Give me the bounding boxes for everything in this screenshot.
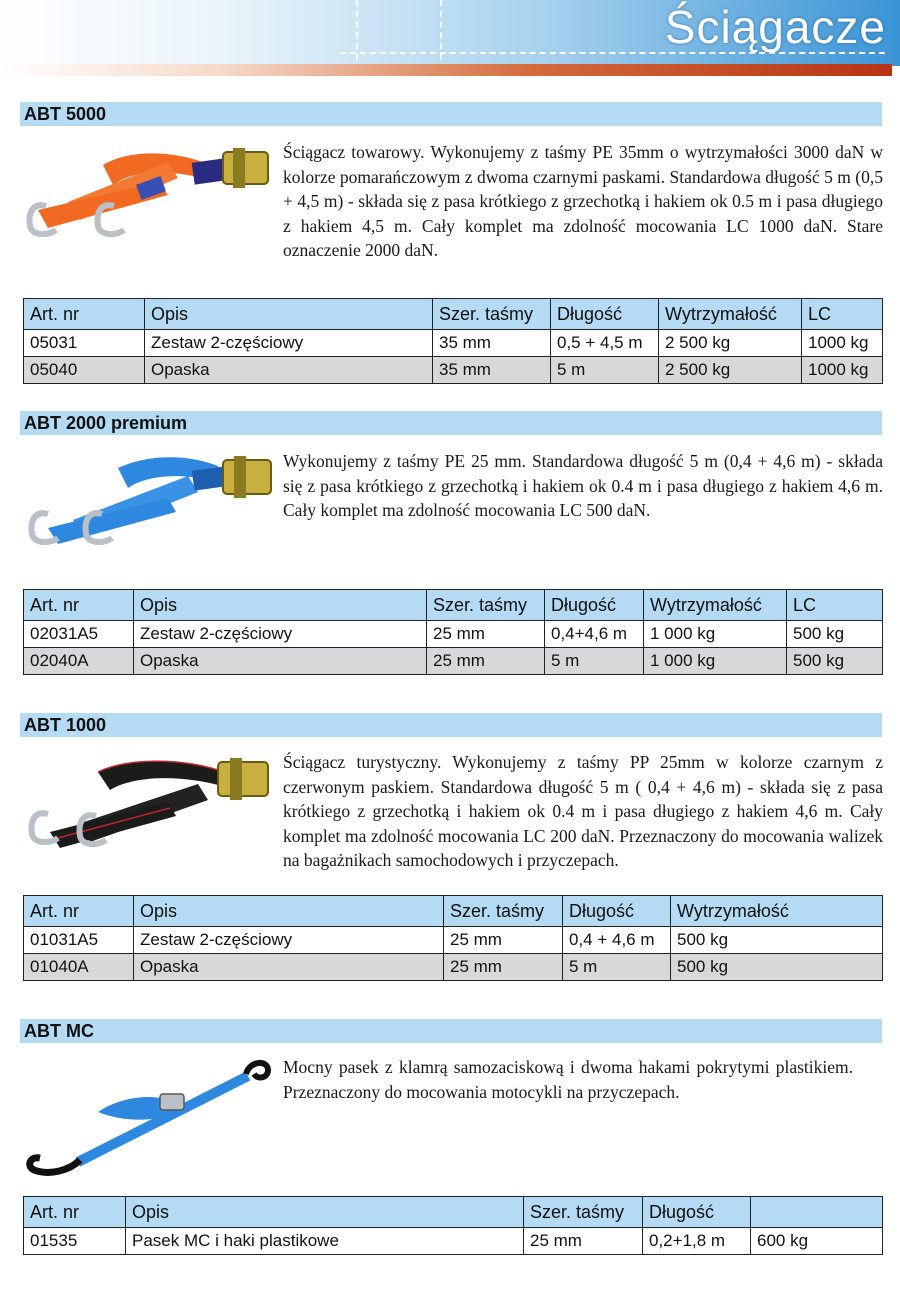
table-cell: 25 mm	[427, 648, 545, 675]
table-row	[24, 357, 883, 384]
table-cell: 01031A5	[24, 927, 134, 954]
section-description: Wykonujemy z taśmy PE 25 mm. Standardowa długość 5 m (0,4 + 4,6 m) - składa się z pasa krótkiego z grzechotką i hakiem ok 0.4 m i pasa długiego z hakiem 4,6 m. Cały komplet ma zdolność mocowania LC 500 daN.	[283, 451, 883, 520]
table-cell: Opaska	[134, 954, 444, 981]
header-cell: Długość	[551, 299, 659, 330]
header-cell: Art. nr	[24, 1197, 126, 1228]
ratchet-strap-orange-image	[18, 140, 273, 240]
table-cell: 1 000 kg	[644, 648, 787, 675]
header-cell: LC	[787, 590, 883, 621]
table-cell: 25 mm	[444, 954, 563, 981]
table-cell: 5 m	[545, 648, 644, 675]
section-title-bar	[20, 411, 882, 435]
table-cell: 35 mm	[433, 330, 551, 357]
spec-table	[23, 589, 883, 675]
spec-table	[23, 298, 883, 384]
header-cell: Opis	[134, 896, 444, 927]
header-banner	[0, 0, 900, 66]
header-cell	[751, 1197, 883, 1228]
table-cell: Pasek MC i haki plastikowe	[126, 1228, 524, 1255]
table-header-row	[24, 896, 883, 927]
section-title: ABT 1000	[24, 715, 107, 735]
table-cell: Opaska	[134, 648, 427, 675]
ratchet-strap-blue-image	[18, 450, 273, 550]
table-cell: 25 mm	[524, 1228, 643, 1255]
table-cell: 500 kg	[671, 927, 883, 954]
table-cell: 2 500 kg	[659, 330, 802, 357]
header-cell: Art. nr	[24, 896, 134, 927]
header-cell: Długość	[563, 896, 671, 927]
ratchet-strap-black-image	[18, 752, 273, 852]
header-cell: Opis	[134, 590, 427, 621]
table-cell: 02040A	[24, 648, 134, 675]
table-cell: 0,2+1,8 m	[643, 1228, 751, 1255]
section-title: ABT 2000 premium	[24, 413, 188, 433]
table-cell: Zestaw 2-częściowy	[145, 330, 433, 357]
table-cell: 05040	[24, 357, 145, 384]
header-cell: Wytrzymałość	[671, 896, 883, 927]
table-cell: 1000 kg	[802, 330, 883, 357]
table-cell: 5 m	[551, 357, 659, 384]
table-header-row	[24, 299, 883, 330]
table-cell: 01040A	[24, 954, 134, 981]
table-cell: 2 500 kg	[659, 357, 802, 384]
spec-table	[23, 895, 883, 981]
table-cell: Opaska	[145, 357, 433, 384]
section-title-bar	[20, 713, 882, 737]
section-title: ABT MC	[24, 1021, 94, 1041]
header-cell: Szer. taśmy	[444, 896, 563, 927]
section-description: Ściągacz towarowy. Wykonujemy z taśmy PE 35mm o wytrzymałości 3000 daN w kolorze pomarańczowym z dwoma czarnymi paskami. Standardowa długość 5 m (0,5 + 4,5 m) - składa się z pasa krótkiego z grzechotką i hakiem ok 0.5 m i pasa długiego z hakiem 4,5 m. Cały komplet ma zdolność mocowania LC 1000 daN. Stare oznaczenie 2000 daN.	[283, 142, 883, 260]
header-cell: Szer. taśmy	[427, 590, 545, 621]
header-cell: Art. nr	[24, 590, 134, 621]
table-cell: 35 mm	[433, 357, 551, 384]
header-cell: LC	[802, 299, 883, 330]
table-cell: 1000 kg	[802, 357, 883, 384]
header-cell: Długość	[545, 590, 644, 621]
table-row	[24, 330, 883, 357]
table-header-row	[24, 590, 883, 621]
table-row	[24, 648, 883, 675]
table-cell: 500 kg	[671, 954, 883, 981]
section-description: Ściągacz turystyczny. Wykonujemy z taśmy PP 25mm w kolorze czarnym z czerwonym paskiem. Standardowa długość 5 m ( 0,4 + 4,6 m) - składa się z pasa krótkiego z grzechotką i hakiem ok 0.4 m i pasa długiego z hakiem 4,6 m. Cały komplet ma zdolność mocowania LC 200 daN. Przeznaczony do mocowania walizek na bagażnikach samochodowych i przyczepach.	[283, 752, 883, 870]
table-cell: Zestaw 2-częściowy	[134, 927, 444, 954]
table-cell: 500 kg	[787, 648, 883, 675]
header-cell: Szer. taśmy	[524, 1197, 643, 1228]
header-stripe	[0, 64, 892, 76]
header-cell: Szer. taśmy	[433, 299, 551, 330]
table-cell: 25 mm	[427, 621, 545, 648]
header-cell: Długość	[643, 1197, 751, 1228]
table-cell: 05031	[24, 330, 145, 357]
section-title-bar	[20, 1019, 882, 1043]
table-row	[24, 927, 883, 954]
table-cell: Zestaw 2-częściowy	[134, 621, 427, 648]
table-cell: 600 kg	[751, 1228, 883, 1255]
header-cell: Art. nr	[24, 299, 145, 330]
table-cell: 5 m	[563, 954, 671, 981]
table-cell: 0,5 + 4,5 m	[551, 330, 659, 357]
section-title-bar	[20, 102, 882, 126]
page-title: Ściągacze	[664, 1, 886, 53]
decorative-dash	[356, 0, 358, 60]
table-cell: 02031A5	[24, 621, 134, 648]
section-title: ABT 5000	[24, 104, 107, 124]
table-row	[24, 1228, 883, 1255]
motorcycle-strap-image	[18, 1052, 273, 1180]
header-cell: Opis	[145, 299, 433, 330]
header-cell: Wytrzymałość	[659, 299, 802, 330]
table-cell: 1 000 kg	[644, 621, 787, 648]
table-row	[24, 621, 883, 648]
table-cell: 0,4+4,6 m	[545, 621, 644, 648]
decorative-dash	[440, 0, 442, 60]
header-cell: Wytrzymałość	[644, 590, 787, 621]
header-cell: Opis	[126, 1197, 524, 1228]
table-row	[24, 954, 883, 981]
table-cell: 25 mm	[444, 927, 563, 954]
table-header-row	[24, 1197, 883, 1228]
table-cell: 0,4 + 4,6 m	[563, 927, 671, 954]
table-cell: 500 kg	[787, 621, 883, 648]
table-cell: 01535	[24, 1228, 126, 1255]
spec-table	[23, 1196, 883, 1255]
section-description: Mocny pasek z klamrą samozaciskową i dwoma hakami pokrytymi plastikiem. Przeznaczony do mocowania motocykli na przyczepach.	[283, 1057, 853, 1102]
